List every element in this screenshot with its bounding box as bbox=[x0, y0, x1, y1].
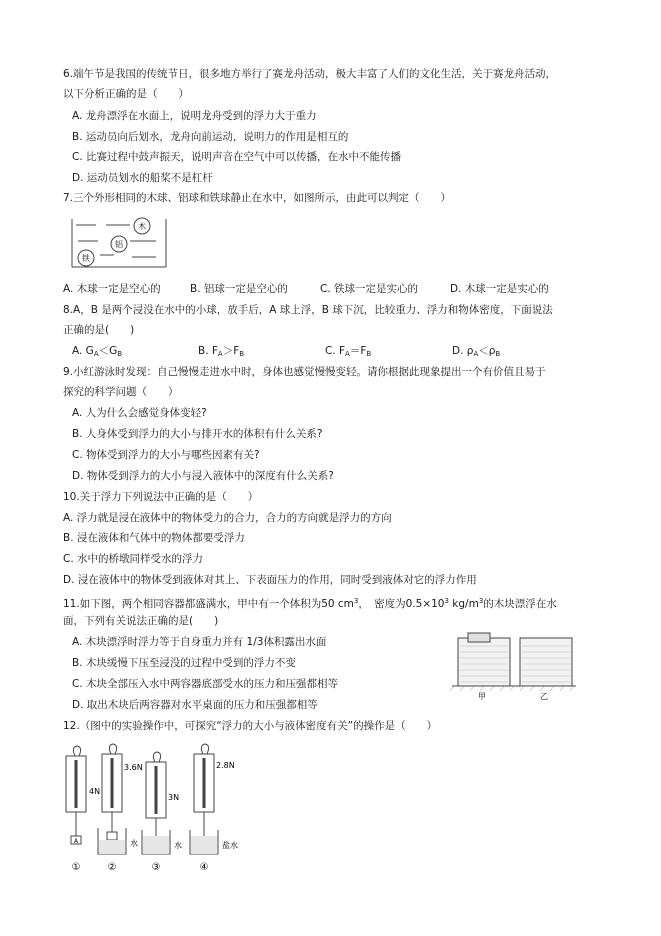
spring-scale-4 bbox=[194, 744, 214, 848]
q9-stem-line2: 探究的科学问题（ ） bbox=[63, 386, 179, 398]
container-jia bbox=[458, 638, 510, 686]
label-yi: 乙 bbox=[540, 692, 548, 701]
liquid-label-4: 盐水 bbox=[222, 841, 238, 850]
q8-option-c: C. $F_A=F_B$ bbox=[325, 345, 372, 358]
container-yi bbox=[520, 638, 572, 686]
q11-density: $0.5\times 10^3$ $kg/m^3$ bbox=[405, 597, 484, 610]
q11-containers-figure bbox=[446, 630, 581, 702]
q6-option-b: B. 运动员向后划水，龙舟向前运动，说明力的作用是相互的 bbox=[72, 131, 349, 143]
q9-stem-line1: 9.小红游泳时发现：自己慢慢走进水中时，身体也感觉慢慢变轻。请你根据此现象提出一个有价值且易于 bbox=[63, 366, 546, 378]
q6-option-a: A. 龙舟漂浮在水面上，说明龙舟受到的浮力大于重力 bbox=[72, 110, 317, 122]
liquid-label-2: 水 bbox=[130, 839, 138, 848]
reading-4: 2.8N bbox=[216, 761, 235, 770]
q11-option-c: C. 木块全部压入水中两容器底部受水的压力和压强都相等 bbox=[72, 678, 339, 690]
liquid-label-3: 水 bbox=[174, 841, 182, 850]
q12-stem: 12.（图中的实验操作中，可探究“浮力的大小与液体密度有关”的操作是（ ） bbox=[63, 720, 438, 732]
spring-scale-2 bbox=[102, 744, 122, 840]
q6-option-d: D. 运动员划水的船桨不是杠杆 bbox=[72, 172, 213, 184]
wood-block bbox=[468, 633, 490, 642]
q11-fraction: 1/3 bbox=[246, 636, 264, 648]
q10-option-a: A. 浮力就是浸在液体中的物体受力的合力，合力的方向就是浮力的方向 bbox=[63, 512, 392, 524]
q6-stem-line1: 6.端午节是我国的传统节日，很多地方举行了赛龙舟活动，极大丰富了人们的文化生活，关于赛龙舟活动， bbox=[63, 68, 557, 80]
q11-option-b: B. 木块缓慢下压至浸没的过程中受到的浮力不变 bbox=[72, 657, 296, 669]
setup-number-2: ② bbox=[107, 862, 117, 873]
q7-options-row bbox=[0, 282, 661, 296]
block-label: A bbox=[73, 838, 79, 845]
setup-number-1: ① bbox=[71, 862, 81, 873]
q7-option-c: C. 铁球一定是实心的 bbox=[320, 283, 419, 295]
spring-scale-3 bbox=[146, 752, 166, 848]
q8-stem-line2: 正确的是( ) bbox=[63, 324, 135, 336]
q7-option-d: D. 木球一定是实心的 bbox=[450, 283, 549, 295]
spring-scale-1 bbox=[66, 746, 86, 845]
wood-ball-label: 木 bbox=[138, 222, 146, 231]
setup-number-4: ④ bbox=[199, 862, 209, 873]
reading-2: 3.6N bbox=[124, 763, 143, 772]
q10-stem: 10.关于浮力下列说法中正确的是（ ） bbox=[63, 491, 259, 503]
q7-balls-in-water-figure bbox=[70, 211, 170, 271]
reading-1: 4N bbox=[89, 787, 101, 796]
q9-option-d: D. 物体受到浮力的大小与浸入液体中的深度有什么关系? bbox=[72, 470, 334, 482]
reading-3: 3N bbox=[168, 793, 180, 802]
iron-ball-label: 铁 bbox=[82, 254, 90, 263]
aluminum-ball-label: 铝 bbox=[115, 240, 123, 249]
q12-experiment-figure bbox=[58, 742, 248, 876]
q7-option-b: B. 铝球一定是空心的 bbox=[190, 283, 288, 295]
q7-option-a: A. 木球一定是空心的 bbox=[63, 283, 161, 295]
q8-option-d: D. $\rho_A<\rho_B$ bbox=[452, 345, 501, 358]
q11-stem-line2: 面，下列有关说法正确的是( ) bbox=[63, 615, 219, 627]
setup-number-3: ③ bbox=[151, 862, 161, 873]
q8-stem-line1: 8.A，B 是两个浸没在水中的小球，放手后，A 球上浮，B 球下沉，比较重力、浮力和物体密度，下面说法 bbox=[63, 304, 553, 316]
q8-options-row bbox=[0, 344, 661, 358]
q8-option-a: A. $G_A<G_B$ bbox=[72, 345, 123, 358]
q6-option-c: C. 比赛过程中鼓声振天，说明声音在空气中可以传播，在水中不能传播 bbox=[72, 151, 402, 163]
label-jia: 甲 bbox=[478, 692, 486, 701]
q7-stem: 7.三个外形相同的木球、铝球和铁球静止在水中，如图所示，由此可以判定（ ） bbox=[63, 192, 452, 204]
q10-option-d: D. 浸在液体中的物体受到液体对其上、下表面压力的作用，同时受到液体对它的浮力作用 bbox=[63, 574, 477, 586]
q11-option-a: A. 木块漂浮时浮力等于自身重力并有 1/3体积露出水面 bbox=[72, 636, 327, 648]
q6-stem-line2: 以下分析正确的是（ ） bbox=[63, 88, 189, 100]
q10-option-b: B. 浸在液体和气体中的物体都要受浮力 bbox=[63, 532, 245, 544]
q11-stem-line1: 11.如下图，两个相同容器都盛满水，甲中有一个体积为50 $cm^3$， 密度为$0.5\times 10^3$ $kg/m^3$的木块漂浮在水 bbox=[63, 597, 557, 610]
q8-option-b: B. $F_A>F_B$ bbox=[198, 345, 245, 358]
q11-option-d: D. 取出木块后两容器对水平桌面的压力和压强都相等 bbox=[72, 699, 318, 711]
q9-option-a: A. 人为什么会感觉身体变轻? bbox=[72, 407, 207, 419]
q9-option-b: B. 人身体受到浮力的大小与排开水的体积有什么关系? bbox=[72, 428, 323, 440]
q11-volume: 50 $cm^3$ bbox=[321, 597, 359, 610]
q9-option-c: C. 物体受到浮力的大小与哪些因素有关? bbox=[72, 449, 260, 461]
q10-option-c: C. 水中的桥墩同样受水的浮力 bbox=[63, 553, 204, 565]
